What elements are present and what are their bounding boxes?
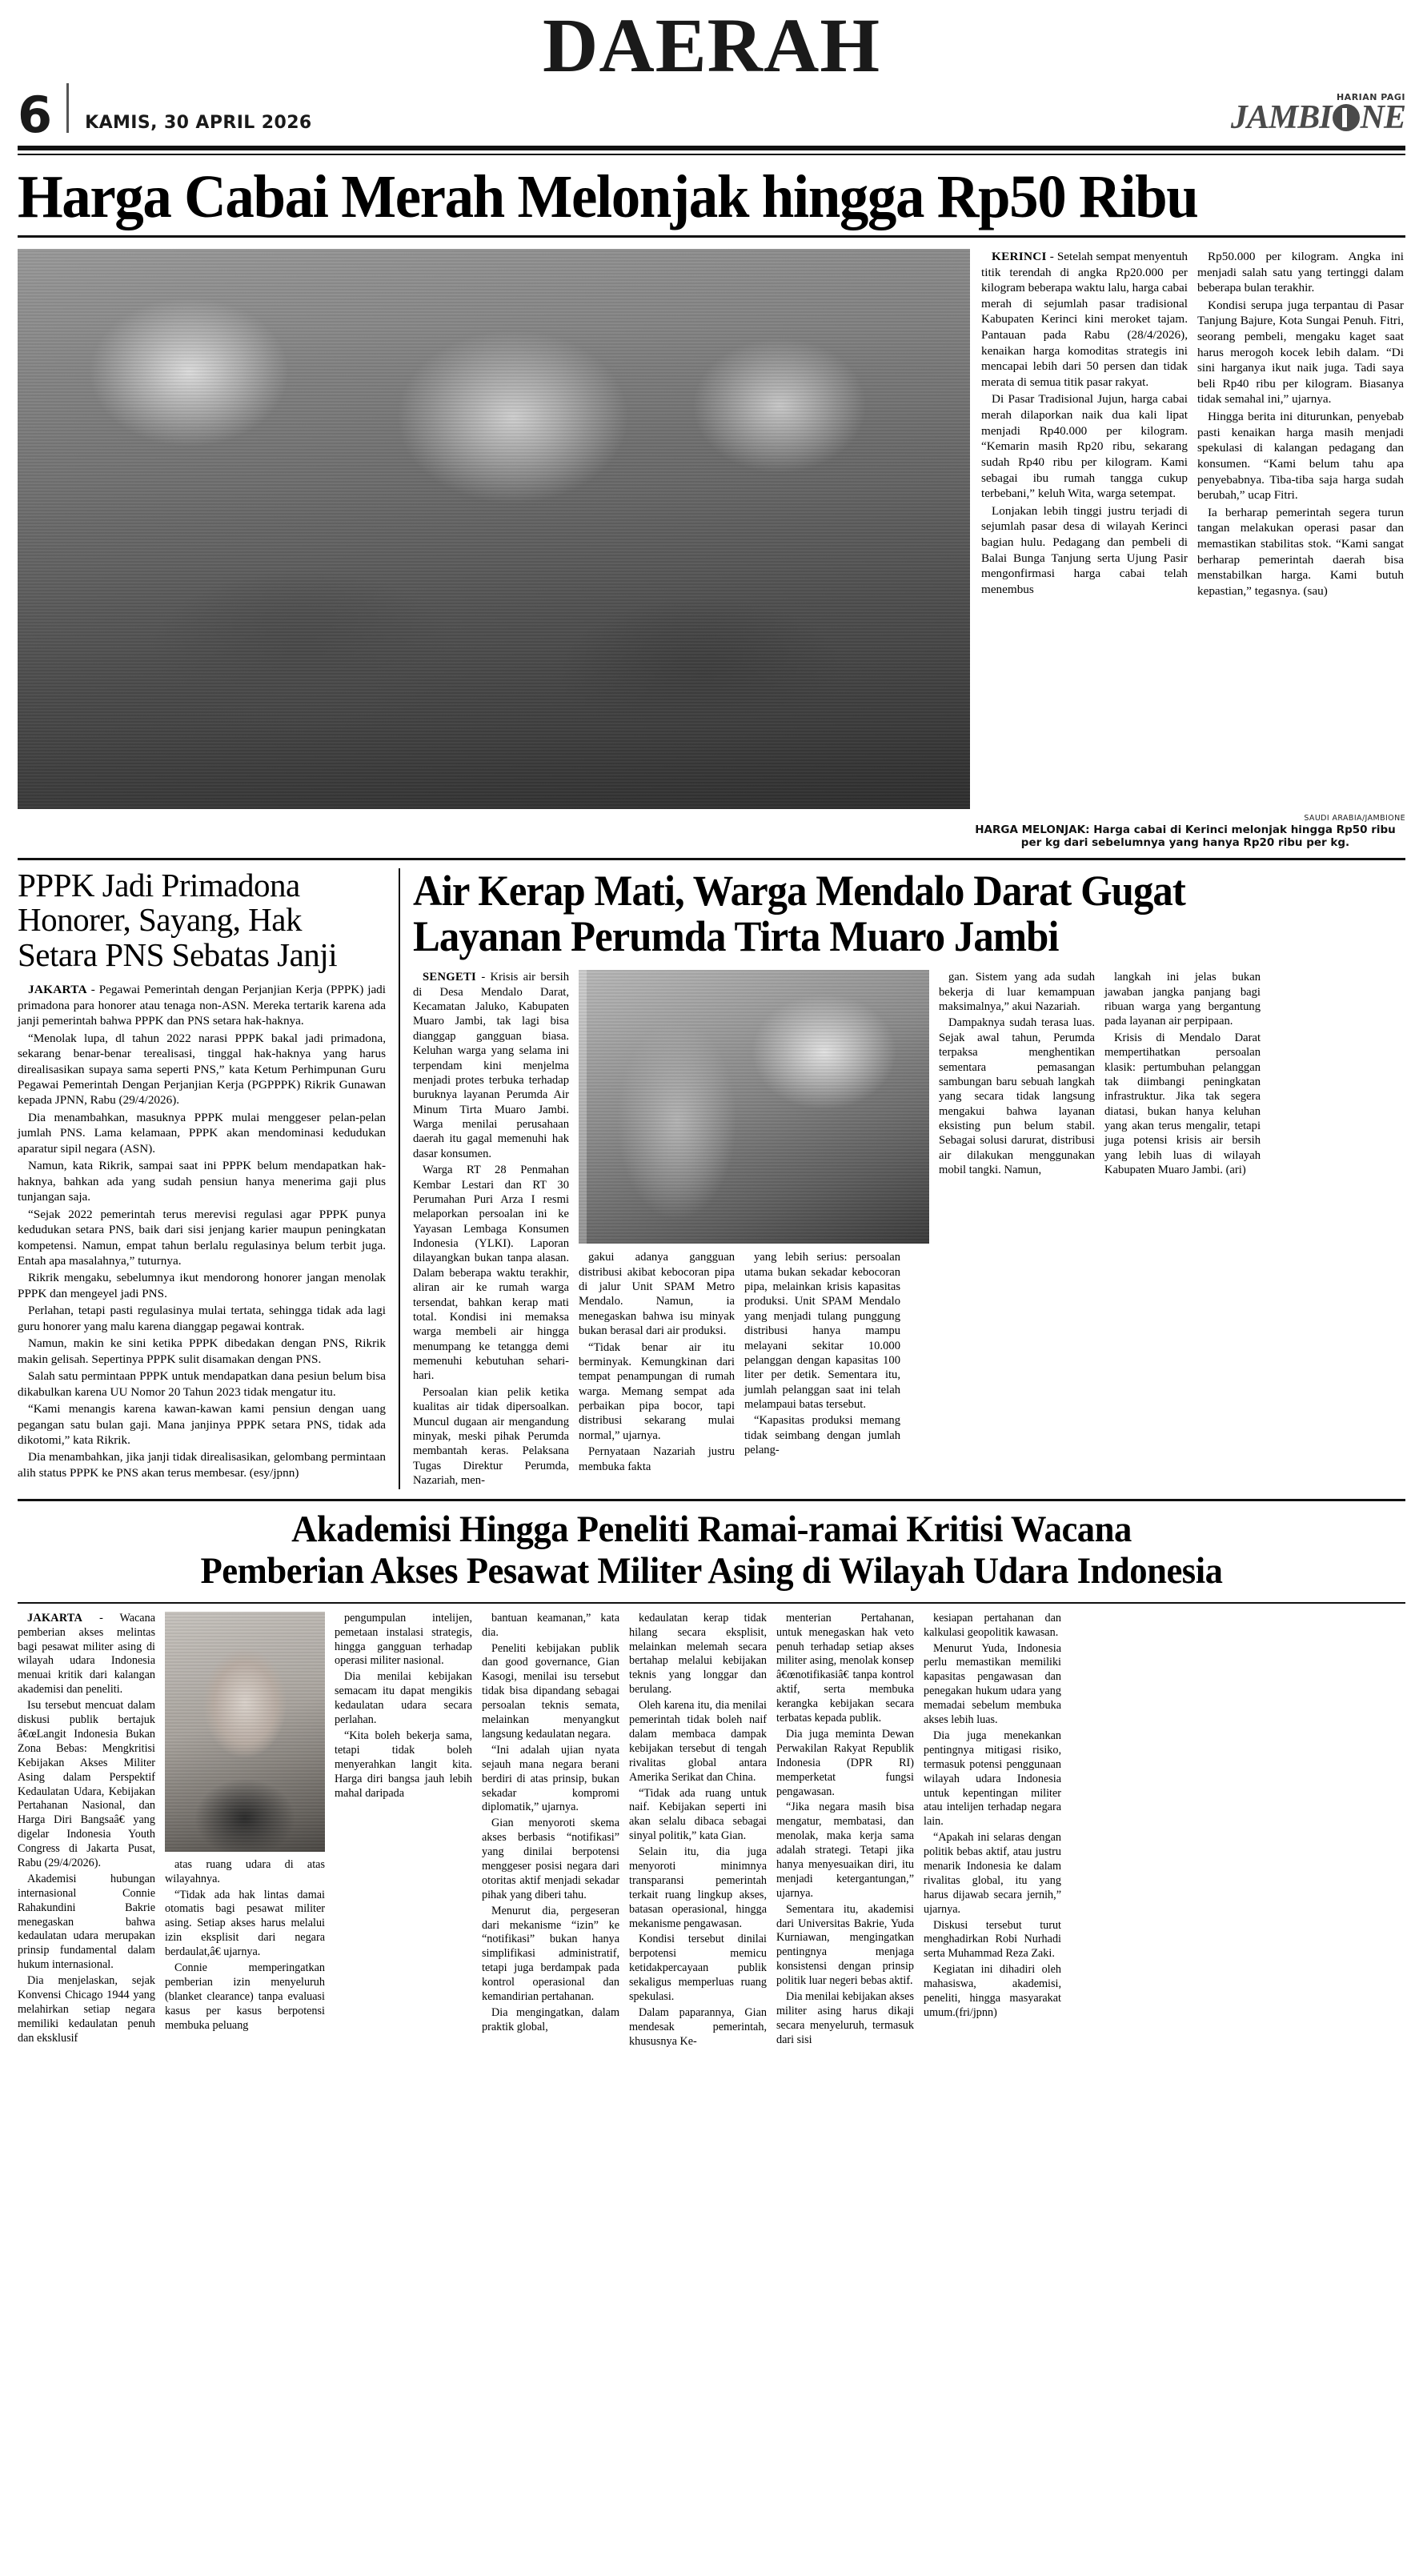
pppk-paragraph: Dia menambahkan, masuknya PPPK mulai menggeser pelan-pelan jumlah PNS. Lama kelamaan, PPPK akan mendominasi kedudukan aparatur sipil negara (ASN). <box>18 1110 386 1156</box>
speaker-portrait-photo <box>165 1612 325 1852</box>
militer-paragraph: Kondisi tersebut dinilai berpotensi memicu ketidakpercayaan publik sekaligus memperluas ruang spekulasi. <box>629 1933 767 2003</box>
masthead-divider <box>66 83 69 133</box>
photo-halftone <box>579 970 929 1244</box>
militer-paragraph: “Jika negara masih bisa mengatur, membatasi, dan menolak, maka kerja sama adalah strategi. Tetapi jika hanya menyesuaikan diri, itu menjadi ketergantungan,” ujarnya. <box>776 1801 914 1900</box>
page-masthead <box>18 2 1405 145</box>
militer-paragraph: menterian Pertahanan, untuk menegaskan hak veto penuh terhadap setiap akses militer asing, menolak konsep â€œnotifikasiâ€ tanpa kontrol aktif, serta membuka kerangka kebijakan secara terbatas kepada publik. <box>776 1611 914 1725</box>
militer-paragraph: “Tidak ada hak lintas damai otomatis bagi pesawat militer asing. Setiap akses harus melalui izin eksplisit dari negara berdaulat,â€ ujarnya. <box>165 1888 325 1959</box>
water-pipes-photo <box>579 970 929 1244</box>
militer-column-1 <box>18 1612 155 2051</box>
air-body <box>413 970 1405 1489</box>
air-paragraph: Pernyataan Nazariah justru membuka fakta <box>579 1445 735 1473</box>
article-militer <box>18 1509 1405 2050</box>
militer-paragraph: Dia menilai kebijakan akses militer asing harus dikaji secara menyeluruh, termasuk dari sisi <box>776 1989 914 2046</box>
militer-paragraph: Connie memperingatkan pemberian izin menyeluruh (blanket clearance) tanpa evaluasi kasus per kasus berpotensi membuka peluang <box>165 1961 325 2032</box>
lead-paragraph: Kondisi serupa juga terpantau di Pasar Tanjung Bajure, Kota Sungai Penuh. Fitri, seorang pembeli, mengaku kaget saat harus merogoh kocek lebih dalam. “Di sini harganya ikut naik juga. Tadi saya beli Rp40 ribu per kilogram. Biasanya tidak semahal ini,” ujarnya. <box>1197 298 1404 407</box>
pppk-paragraph: Namun, kata Rikrik, sampai saat ini PPPK belum mendapatkan hak-haknya, bahkan ada yang sudah pensiun hanya menerima gaji plus tunjangan saja. <box>18 1159 386 1204</box>
caption-text: Harga cabai di Kerinci melonjak hingga Rp50 ribu per kg dari sebelumnya yang hanya Rp20 ribu per kg. <box>1020 823 1396 850</box>
mid-section-rule <box>18 858 1405 860</box>
dateline: JAKARTA <box>28 983 87 997</box>
militer-paragraph: “Tidak ada ruang untuk naif. Kebijakan seperti ini akan selalu dibaca sebagai sinyal politik,” kata Gian. <box>629 1786 767 1843</box>
militer-paragraph: Oleh karena itu, dia menilai pemerintah tidak boleh naif dalam membaca dampak kebijakan tersebut di tengah rivalitas global antara Amerika Serikat dan China. <box>629 1699 767 1784</box>
lead-headline: Harga Cabai Merah Melonjak hingga Rp50 Ribu <box>18 163 1198 230</box>
pppk-paragraph: Perlahan, tetapi pasti regulasinya mulai tertata, sehingga tidak ada lagi guru honorer yang malu karena dianggap pegawai kontrak. <box>18 1304 386 1333</box>
air-paragraph: “Tidak benar air itu berminyak. Kemungkinan dari tempat penampungan di rumah warga. Memang sempat ada perbaikan pipa bocor, tapi distribusi sekarang mulai normal,” ujarnya. <box>579 1340 735 1442</box>
air-headline <box>413 868 1346 959</box>
militer-paragraph: Menurut Yuda, Indonesia perlu memastikan memiliki kapasitas pengawasan dan penegakan hukum udara yang memadai sebelum membuka akses lebih luas. <box>924 1641 1061 1727</box>
militer-paragraph: Selain itu, dia juga menyoroti minimnya transparansi pemerintah terkait ruang lingkup akses, batasan operasional, hingga mekanisme pengawasan. <box>629 1845 767 1930</box>
militer-paragraph: Dia menilai kebijakan semacam itu dapat mengikis kedaulatan udara secara perlahan. <box>335 1670 472 1727</box>
pppk-paragraph: Dia menambahkan, jika janji tidak direalisasikan, gelombang permintaan alih status PPPK ke PNS akan terus membesar. (esy/jpnn) <box>18 1450 386 1480</box>
militer-paragraph: kesiapan pertahanan dan kalkulasi geopolitik kawasan. <box>924 1611 1061 1639</box>
militer-column-2-block <box>165 1612 325 2051</box>
masthead-rule-thick <box>18 146 1405 150</box>
militer-column-6 <box>776 1612 914 2051</box>
market-chili-photo <box>18 249 970 809</box>
air-column-4 <box>939 970 1095 1489</box>
militer-paragraph: Gian menyoroti skema akses berbasis “notifikasi” yang dinilai berpotensi menggeser posisi negara dari otoritas aktif menjadi sekadar pihak yang diberi tahu. <box>482 1817 619 1901</box>
pppk-paragraph: Namun, makin ke sini ketika PPPK dibedakan dengan PNS, Rikrik makin gelisah. Sepertinya PPPK sulit disamakan dengan PNS. <box>18 1336 386 1366</box>
caption-label: HARGA MELONJAK: <box>975 823 1090 836</box>
militer-paragraph: atas ruang udara di atas wilayahnya. <box>165 1857 325 1885</box>
pppk-para-text: - Pegawai Pemerintah dengan Perjanjian Kerja (PPPK) jadi primadona para honorer atau tenaga non-ASN. Mereka tertarik karena ada janji pemerintah bahwa PPPK dan PNS setara hak-haknya. <box>18 983 386 1028</box>
lead-paragraph: Lonjakan lebih tinggi justru terjadi di sejumlah pasar desa di wilayah Kerinci bagian hulu. Pedagang dan pembeli di Balai Bunga Tanjung serta Ujung Pasir mengonfirmasi harga cabai telah menembus <box>981 503 1188 596</box>
masthead-kicker: HARIAN PAGI <box>1336 92 1405 102</box>
air-paragraph: yang lebih serius: persoalan utama bukan sekadar kebocoran pipa, melainkan krisis kapasitas produksi. Unit SPAM Mendalo yang menjadi tulang punggung distribusi hanya mampu melayani sekitar 10.000 pelanggan dengan kapasitas 100 liter per detik. Sementara itu, jumlah pelanggan saat ini telah melampaui batas tersebut. <box>744 1251 900 1412</box>
page-number: 6 <box>18 86 51 145</box>
air-headline-line1: Air Kerap Mati, Warga Mendalo Darat Gugat <box>413 866 1185 915</box>
militer-paragraph: Menurut dia, pergeseran dari mekanisme “izin” ke “notifikasi” bukan hanya simplifikasi administratif, tetapi juga berdampak pada kontrol operasional dan kemandirian pertahanan. <box>482 1904 619 2003</box>
logo-text-jambi: JAMBI <box>1230 99 1332 136</box>
air-column-3 <box>744 1250 900 1476</box>
masthead-logo-block <box>1231 92 1405 141</box>
lead-paragraph: Rp50.000 per kilogram. Angka ini menjadi salah satu yang tertinggi dalam beberapa bulan terakhir. <box>1197 250 1404 295</box>
pppk-body <box>18 982 386 1480</box>
mid-section <box>18 868 1405 1490</box>
article-air <box>413 868 1405 1490</box>
militer-column-3 <box>335 1612 472 2051</box>
militer-paragraph: kedaulatan kerap tidak hilang secara eksplisit, melainkan melemah secara bertahap melalui kebijakan teknis yang longgar dan berulang. <box>629 1611 767 1697</box>
militer-column-5 <box>629 1612 767 2051</box>
militer-paragraph: Sementara itu, akademisi dari Universitas Bakrie, Yuda Kurniawan, mengingatkan pentingnya menjaga konsistensi dengan prinsip politik luar negeri bebas aktif. <box>776 1902 914 1988</box>
militer-paragraph <box>18 1612 155 1697</box>
militer-paragraph: “Ini adalah ujian nyata sejauh mana negara berani berdiri di atas prinsip, bukan sekadar kompromi diplomatik,” ujarnya. <box>482 1743 619 1814</box>
air-paragraph: Dampaknya sudah terasa luas. Sejak awal tahun, Perumda terpaksa menghentikan sementara pemasangan sambungan baru sebuah langkah yang secara tidak langsung mengakui bahwa layanan eksisting pun belum stabil. Sebagai solusi darurat, distribusi air dilakukan menggunakan mobil tangki. Namun, <box>939 1016 1095 1177</box>
militer-paragraph: Dia juga menekankan pentingnya mitigasi risiko, termasuk potensi penggunaan wilayah udara Indonesia untuk kepentingan militer atau intelijen terhadap negara lain. <box>924 1729 1061 1829</box>
air-paragraph: Krisis di Mendalo Darat mempertihatkan persoalan klasik: pertumbuhan pelanggan tak diimbangi peningkatan infrastruktur. Jika tak segera diatasi, bukan hanya keluhan yang akan terus mengalir, tetapi juga potensi krisis air bersih yang lebih luas di wilayah Kabupaten Muaro Jambi. (ari) <box>1104 1031 1261 1177</box>
militer-paragraph: Dia menjelaskan, sejak Konvensi Chicago 1944 yang melahirkan setiap negara memiliki kedaulatan penuh dan eksklusif <box>18 1974 155 2045</box>
militer-paragraph: Diskusi tersebut turut menghadirkan Robi Nurhadi serta Muhammad Reza Zaki. <box>924 1918 1061 1961</box>
lead-column-2 <box>1197 249 1404 809</box>
air-paragraph: gakui adanya gangguan distribusi akibat kebocoran pipa di jalur Unit SPAM Metro Mendalo. Namun, ia menegaskan bahwa isu minyak bukan berasal dari air produksi. <box>579 1251 735 1338</box>
militer-para-text: - Wacana pemberian akses melintas bagi pesawat militer asing di wilayah udara Indonesia menuai kritik dari kalangan akademisi dan peneliti. <box>18 1611 155 1697</box>
militer-headline <box>52 1509 1370 1592</box>
dateline: JAKARTA <box>27 1611 83 1625</box>
air-paragraph: Persoalan kian pelik ketika kualitas air tidak dipersoalkan. Muncul dugaan air mengandung minyak, meski pihak Perumda membantah keras. Pelaksana Tugas Direktur Perumda, Nazariah, men- <box>413 1385 569 1488</box>
pppk-paragraph: Rikrik mengaku, sebelumnya ikut mendorong honorer jangan menolak PPPK dan mengeyel jadi PNS. <box>18 1271 386 1300</box>
militer-paragraph: Dia mengingatkan, dalam praktik global, <box>482 2005 619 2033</box>
photo-caption <box>965 823 1405 850</box>
air-para-text: - Krisis air bersih di Desa Mendalo Darat, Kecamatan Jaluko, Kabupaten Muaro Jambi, tak lagi bisa dianggap gangguan biasa. Keluhan warga yang selama ini terpendam kini menjelma menjadi protes terbuka terhadap buruknya layanan Perumda Air Minum Tirta Muaro Jambi. Warga menilai perusahaan daerah itu gagal memenuhi hak dasar konsumen. <box>413 971 569 1160</box>
militer-paragraph: Kegiatan ini dihadiri oleh mahasiswa, akademisi, peneliti, hingga masyarakat umum.(fri/jpnn) <box>924 1963 1061 2019</box>
lead-paragraph: Hingga berita ini diturunkan, penyebab pasti kenaikan harga masih menjadi spekulasi di kalangan pedagang dan konsumen. “Kami belum tahu apa penyebabnya. Tiba-tiba saja harga sudah berubah,” ucap Fitri. <box>1197 410 1404 503</box>
air-column-1 <box>413 970 569 1489</box>
bottom-section-rule <box>18 1499 1405 1501</box>
article-pppk <box>18 868 400 1490</box>
dateline: SENGETI <box>423 971 476 984</box>
dateline: KERINCI <box>992 250 1047 263</box>
photo-credit: SAUDI ARABIA/JAMBIONE <box>1304 814 1405 823</box>
air-column-2 <box>579 1250 735 1476</box>
lead-text-columns <box>981 249 1405 809</box>
lead-paragraph: Di Pasar Tradisional Jujun, harga cabai merah dilaporkan naik dua kali lipat menjadi Rp40.000 per kilogram. “Kemarin masih Rp20 ribu, sekarang sudah Rp40 ribu per kilogram. Kami sebagai ibu rumah tangga cukup terbebani,” keluh Wita, warga setempat. <box>981 392 1188 501</box>
militer-paragraph: “Apakah ini selaras dengan politik bebas aktif, atau justru menarik Indonesia ke dalam rivalitas global, itu yang harus dijawab secara jernih,” ujarnya. <box>924 1831 1061 1916</box>
pppk-paragraph: “Menolak lupa, dl tahun 2022 narasi PPPK bakal jadi primadona, sekarang benar-benar terealisasi, tinggal hak-haknya yang harus direalisasikan supaya sama seperti PNS,” kata Ketum Perhimpunan Guru Pegawai Pemerintah Dengan Perjanjian Kerja (PGPPPK) Rikrik Gunawan kepada JPNN, Rabu (29/4/2026). <box>18 1031 386 1108</box>
militer-column-4 <box>482 1612 619 2051</box>
air-under-photo-columns <box>579 1250 929 1476</box>
air-column-5 <box>1104 970 1261 1489</box>
lead-para-text: - Setelah sempat menyentuh titik terendah di angka Rp20.000 per kilogram beberapa waktu lalu, harga cabai merah di sejumlah pasar tradisional Kabupaten Kerinci kini meroket tajam. Pantauan pada Rabu (28/4/2026), kenaikan harga komoditas strategis ini mencapai lebih dari 50 persen dan tidak merata di semua titik pasar rakyat. <box>981 250 1189 389</box>
militer-headline-line2: Pemberian Akses Pesawat Militer Asing di Wilayah Udara Indonesia <box>200 1550 1223 1592</box>
lead-paragraph <box>981 249 1188 390</box>
air-paragraph: langkah ini jelas bukan jawaban jangka panjang bagi ribuan warga yang bergantung pada layanan air perpipaan. <box>1104 971 1261 1028</box>
militer-paragraph: Peneliti kebijakan publik dan good governance, Gian Kasogi, menilai isu tersebut tidak bisa dipandang sebagai persoalan teknis semata, melainkan menyangkut langsung kedaulatan negara. <box>482 1641 619 1741</box>
pppk-headline: PPPK Jadi Primadona Honorer, Sayang, Hak Setara PNS Sebatas Janji <box>18 866 338 973</box>
lead-paragraph: Ia berharap pemerintah segera turun tangan melakukan operasi pasar dan memastikan stabilitas stok. “Kami sangat berharap pemerintah daerah bisa menstabilkan harga. Kami butuh kepastian,” tegasnya. (sau) <box>1197 505 1404 598</box>
pppk-paragraph: Salah satu permintaan PPPK untuk mendapatkan dana pesiun belum bisa dikabulkan karena UU Nomor 20 Tahun 2023 tidak mengatur itu. <box>18 1369 386 1399</box>
section-title: DAERAH <box>542 2 880 88</box>
pppk-paragraph: “Sejak 2022 pemerintah terus merevisi regulasi agar PPPK punya kedudukan setara PNS, baik dari sisi jenjang karier maupun peningkatan kompetensi. Namun, empat tahun berlalu regulasinya belum terbit juga. Entah apa masalahnya,” tuturnya. <box>18 1207 386 1268</box>
lead-caption-block <box>965 814 1405 850</box>
pppk-paragraph: “Kami menangis karena kawan-kawan kami pensiun dengan uang pegangan satu bulan gaji. Mana janjinya PPPK setara PNS, tidak ada dikotomi,” kata Rikrik. <box>18 1402 386 1447</box>
pppk-paragraph <box>18 982 386 1028</box>
militer-paragraph: Isu tersebut mencuat dalam diskusi publik bertajuk â€œLangit Indonesia Bukan Zona Bebas: Mengkritisi Kebijakan Akses Militer Asing dalam Perspektif Kedaulatan Udara, Kebijakan Pertahanan Nasional, dan Harga Diri Bangsaâ€ yang digelar Indonesia Youth Congress di Jakarta Pusat, Rabu (29/4/2026). <box>18 1699 155 1869</box>
militer-column-2 <box>165 1858 325 2033</box>
photo-halftone <box>18 249 970 809</box>
masthead-left <box>18 83 312 145</box>
issue-date: KAMIS, 30 APRIL 2026 <box>85 113 312 133</box>
militer-paragraph: Dalam paparannya, Gian mendesak pemerintah, khususnya Ke- <box>629 2005 767 2048</box>
logo-text-ne: NE <box>1360 99 1405 136</box>
militer-headline-rule <box>18 1602 1405 1604</box>
jambione-logo <box>1231 101 1405 134</box>
air-headline-line2: Layanan Perumda Tirta Muaro Jambi <box>413 911 1059 960</box>
lead-headline-rule <box>18 235 1405 238</box>
militer-paragraph: Akademisi hubungan internasional Connie Rahakundini Bakrie menegaskan bahwa kedaulatan udara merupakan prinsip fundamental dalam hukum internasional. <box>18 1872 155 1972</box>
masthead-rule-thin <box>18 154 1405 155</box>
militer-paragraph: Dia juga meminta Dewan Perwakilan Rakyat Republik Indonesia (DPR RI) memperketat fungsi pengawasan. <box>776 1727 914 1798</box>
photo-halftone <box>165 1612 325 1852</box>
militer-body <box>18 1612 1405 2051</box>
militer-paragraph: bantuan keamanan,” kata dia. <box>482 1611 619 1639</box>
militer-column-7 <box>924 1612 1061 2051</box>
lead-column-1 <box>981 249 1188 809</box>
militer-headline-line1: Akademisi Hingga Peneliti Ramai-ramai Kritisi Wacana <box>291 1508 1132 1551</box>
air-middle-block <box>579 970 929 1489</box>
militer-paragraph: “Kita boleh bekerja sama, tetapi tidak boleh menyerahkan langit kita. Harga diri bangsa jauh lebih mahal daripada <box>335 1729 472 1800</box>
air-paragraph: Warga RT 28 Penmahan Kembar Lestari dan RT 30 Perumahan Puri Arza I resmi melaporkan persoalan ini ke Yayasan Lembaga Konsumen Indonesia (YLKI). Laporan dilayangkan bukan tanpa alasan. Dalam beberapa waktu terakhir, aliran air ke rumah warga tersendat, bahkan kerap mati total. Kondisi ini memaksa warga membeli air hingga menumpang ke tetangga demi memenuhi kebutuhan sehari-hari. <box>413 1164 569 1383</box>
air-paragraph: gan. Sistem yang ada sudah bekerja di luar kemampuan maksimalnya,” akui Nazariah. <box>939 971 1095 1014</box>
lead-article <box>18 249 1405 809</box>
logo-o-icon <box>1333 104 1360 131</box>
militer-paragraph: pengumpulan intelijen, pemetaan instalasi strategis, hingga gangguan terhadap operasi militer nasional. <box>335 1611 472 1668</box>
air-paragraph <box>413 970 569 1161</box>
air-paragraph: “Kapasitas produksi memang tidak seimbang dengan jumlah pelang- <box>744 1414 900 1457</box>
